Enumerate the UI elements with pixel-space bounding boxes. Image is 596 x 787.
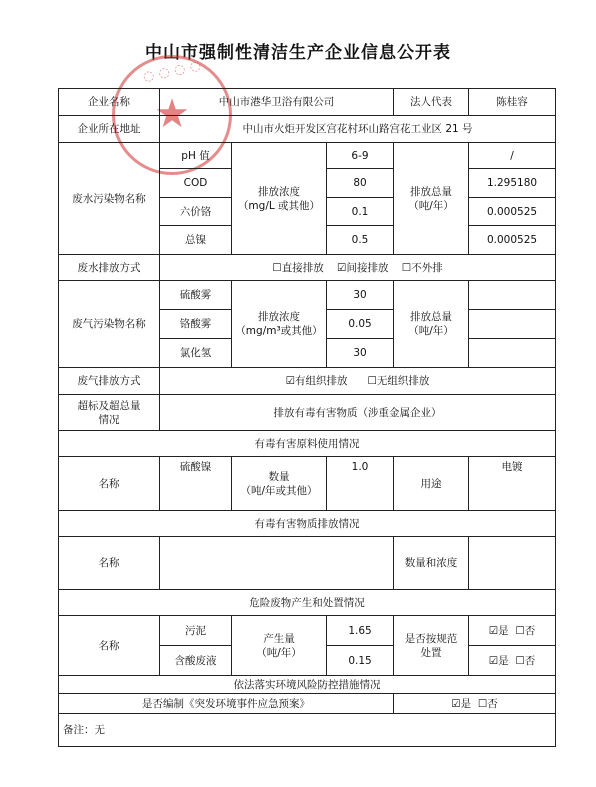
exhaust-label: 废气污染物名称 [59,281,160,368]
address-label: 企业所在地址 [59,116,160,143]
toxic-use-row [59,457,556,511]
seal-text: ◌ ◌ ◌ ◌ [141,58,203,85]
wastewater-conc: 80 [327,169,394,198]
toxic-emit-name-label: 名称 [59,537,160,590]
hazard-header-row [59,590,556,616]
toxic-use-qty-label: 数量 （吨/年或其他） [232,457,327,511]
exhaust-total [469,281,556,310]
wastewater-conc: 0.5 [327,226,394,255]
emergency-plan-row [59,694,556,714]
wastewater-total: 0.000525 [469,226,556,255]
company-name-label: 企业名称 [59,89,160,116]
hazard-header: 危险废物产生和处置情况 [59,590,556,616]
hazard-amount: 0.15 [327,646,394,676]
excess-value: 排放有毒有害物质（涉重金属企业） [160,395,556,431]
wastewater-row [59,143,556,169]
remarks-row [59,714,556,747]
exhaust-conc: 30 [327,281,394,310]
wastewater-conc-label: 排放浓度 （mg/L 或其他） [232,143,327,255]
toxic-use-header-row [59,431,556,457]
wastewater-item: COD [160,169,232,198]
hazard-compliance-choice: ☑是 ☐否 [469,646,556,676]
hazard-row [59,616,556,646]
emergency-plan-label: 是否编制《突发环境事件应急预案》 [59,694,394,714]
seal-star-icon: ★ [154,91,190,137]
exhaust-conc: 30 [327,339,394,368]
address-row [59,116,556,143]
toxic-use-item: 硫酸镍 [160,457,232,511]
remarks: 备注：无 [59,714,556,747]
exhaust-item: 铬酸雾 [160,310,232,339]
hazard-amount-label: 产生量 （吨/年） [232,616,327,676]
toxic-emit-qty-label: 数量和浓度 [394,537,469,590]
risk-header-row [59,676,556,694]
wastewater-total: 1.295180 [469,169,556,198]
hazard-item: 污泥 [160,616,232,646]
exhaust-method-row [59,368,556,395]
emergency-plan-choice: ☑是 ☐否 [394,694,556,714]
hazard-compliance-label: 是否按规范 处置 [394,616,469,676]
wastewater-method-row [59,255,556,281]
wastewater-total: / [469,143,556,169]
hazard-amount: 1.65 [327,616,394,646]
toxic-use-purpose-label: 用途 [394,457,469,511]
toxic-use-header: 有毒有害原料使用情况 [59,431,556,457]
exhaust-item: 硫酸雾 [160,281,232,310]
toxic-use-name-label: 名称 [59,457,160,511]
exhaust-method-label: 废气排放方式 [59,368,160,395]
exhaust-conc-label: 排放浓度 （mg/m³或其他） [232,281,327,368]
wastewater-item: pH 值 [160,143,232,169]
toxic-emit-name-value [160,537,394,590]
wastewater-method-label: 废水排放方式 [59,255,160,281]
exhaust-method-options: ☑有组织排放 ☐无组织排放 [160,368,556,395]
exhaust-row [59,281,556,310]
exhaust-total [469,310,556,339]
wastewater-label: 废水污染物名称 [59,143,160,255]
toxic-use-qty: 1.0 [327,457,394,511]
toxic-use-purpose: 电镀 [469,457,556,511]
exhaust-total [469,339,556,368]
hazard-item: 含酸废液 [160,646,232,676]
page-title: 中山市强制性清洁生产企业信息公开表 [145,43,451,63]
risk-header: 依法落实环境风险防控措施情况 [59,676,556,694]
toxic-emit-header-row [59,511,556,537]
toxic-emit-row [59,537,556,590]
wastewater-total: 0.000525 [469,198,556,226]
info-disclosure-table [58,88,556,747]
legal-rep-value: 陈桂容 [469,89,556,116]
company-name-row [59,89,556,116]
toxic-emit-qty-value [469,537,556,590]
address-value: 中山市火炬开发区宫花村环山路宫花工业区 21 号 [160,116,556,143]
exhaust-total-label: 排放总量 （吨/年） [394,281,469,368]
wastewater-item: 总镍 [160,226,232,255]
excess-row [59,395,556,431]
exhaust-item: 氯化氢 [160,339,232,368]
wastewater-conc: 6-9 [327,143,394,169]
exhaust-conc: 0.05 [327,310,394,339]
legal-rep-label: 法人代表 [394,89,469,116]
toxic-emit-header: 有毒有害物质排放情况 [59,511,556,537]
excess-label: 超标及超总量 情况 [59,395,160,431]
wastewater-conc: 0.1 [327,198,394,226]
hazard-compliance-choice: ☑是 ☐否 [469,616,556,646]
wastewater-total-label: 排放总量 （吨/年） [394,143,469,255]
company-name-value: 中山市港华卫浴有限公司 [160,89,394,116]
hazard-name-label: 名称 [59,616,160,676]
wastewater-method-options: ☐直接排放 ☑间接排放 ☐不外排 [160,255,556,281]
wastewater-item: 六价铬 [160,198,232,226]
